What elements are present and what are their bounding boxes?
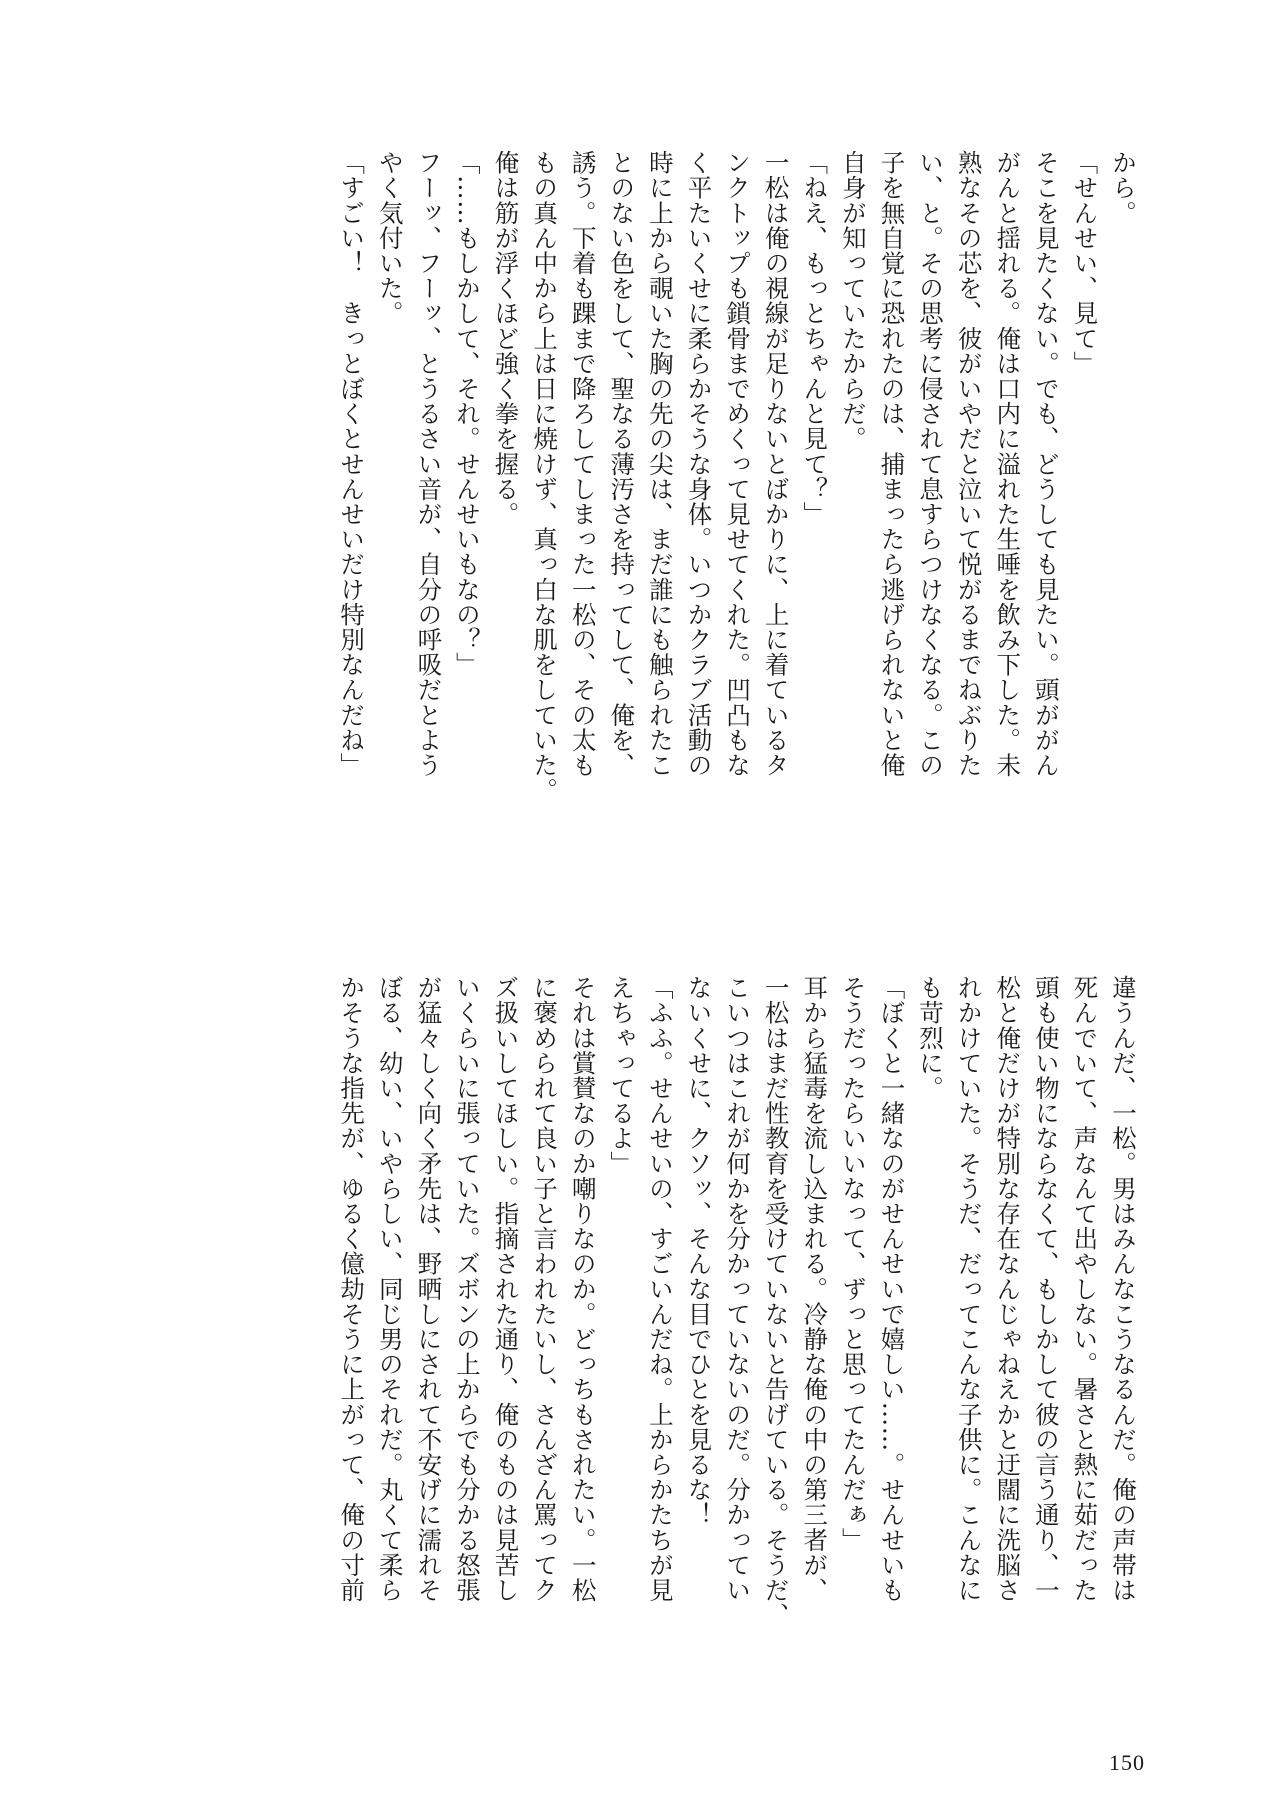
top-text-column: 「ねえ、もっとちゃんと見て？」 (800, 150, 830, 527)
top-text-column: く平たいくせに柔らかそうな身体。いつかクラブ活動の (684, 150, 714, 778)
bottom-text-column: こいつはこれが何かを分かっていないのだ。分かってい (723, 975, 753, 1603)
bottom-text-column: それは賞賛なのか嘲りなのか。どっちもされたい。一松 (568, 975, 598, 1603)
top-text-column: 一松は俺の視線が足りないとばかりに、上に着ているタ (761, 150, 791, 778)
top-text-column: 子を無自覚に恐れたのは、捕まったら逃げられないと俺 (877, 150, 907, 778)
bottom-text-column: 死んでいて、声なんて出やしない。暑さと熱に茹だった (1070, 975, 1100, 1603)
text-block-lower (232, 975, 1142, 1695)
top-text-column: から。 (1109, 150, 1138, 226)
top-text-column: フーッ、フーッ、とうるさい音が、自分の呼吸だとよう (414, 150, 444, 778)
page-number: 150 (1109, 1750, 1145, 1775)
bottom-text-column: えちゃってるよ」 (607, 975, 637, 1176)
bottom-text-column: 違うんだ、一松。男はみんなこうなるんだ。俺の声帯は (1109, 975, 1138, 1603)
bottom-text-column: ないくせに、クソッ、そんな目でひとを見るな！ (684, 975, 714, 1528)
top-text-column: がんと揺れる。俺は口内に溢れた生唾を飲み下した。未 (993, 150, 1023, 778)
top-text-column: 「せんせい、見て」 (1070, 150, 1100, 376)
top-text-column: 時に上から覗いた胸の先の尖は、まだ誰にも触られたこ (645, 150, 675, 778)
bottom-text-column: 松と俺だけが特別な存在なんじゃねえかと迂闊に洗脳さ (993, 975, 1023, 1603)
bottom-text-column: 「ふふ。せんせいの、すごいんだね。上からかたちが見 (645, 975, 675, 1603)
bottom-text-column: 耳から猛毒を流し込まれる。冷静な俺の中の第三者が、 (800, 975, 830, 1603)
bottom-text-column: れかけていた。そうだ、だってこんな子供に。こんなに (954, 975, 984, 1603)
bottom-text-column: が猛々しく向く矛先は、野晒しにされて不安げに濡れそ (414, 975, 444, 1603)
bottom-text-column: ズ扱いしてほしい。指摘された通り、俺のものは見苦し (491, 975, 521, 1603)
bottom-text-column: そうだったらいいなって、ずっと思ってたんだぁ」 (838, 975, 868, 1553)
bottom-text-column: 一松はまだ性教育を受けていないと告げている。そうだ、 (761, 975, 791, 1628)
top-text-column: い、と。その思考に侵されて息すらつけなくなる。この (916, 150, 946, 778)
bottom-text-column: 頭も使い物にならなくて、もしかして彼の言う通り、一 (1031, 975, 1061, 1603)
top-text-column: 「……もしかして、それ。せんせいもなの？」 (452, 150, 482, 678)
bottom-text-column: も苛烈に。 (916, 975, 946, 1101)
top-text-column: 俺は筋が浮くほど強く拳を握る。 (491, 150, 521, 527)
bottom-text-column: 「ぼくと一緒なのがせんせいで嬉しい……。せんせいも (877, 975, 907, 1603)
bottom-text-column: かそうな指先が、ゆるく億劫そうに上がって、俺の寸前 (337, 975, 367, 1603)
bottom-text-column: に褒められて良い子と言われたいし、さんざん罵ってク (530, 975, 560, 1603)
top-text-column: ンクトップも鎖骨までめくって見せてくれた。凹凸もな (723, 150, 753, 778)
bottom-text-column: いくらいに張っていた。ズボンの上からでも分かる怒張 (452, 975, 482, 1603)
text-block-upper (232, 150, 1142, 870)
top-text-column: 自身が知っていたからだ。 (838, 150, 868, 452)
top-text-column: とのない色をして、聖なる薄汚さを持ってして、俺を、 (607, 150, 637, 778)
top-text-column: やく気付いた。 (375, 150, 405, 326)
top-text-column: 「すごい！ きっとぼくとせんせいだけ特別なんだね」 (337, 150, 367, 778)
top-text-column: 熟なその芯を、彼がいやだと泣いて悦がるまでねぶりた (954, 150, 984, 778)
bottom-text-column: ぼる、幼い、いやらしい、同じ男のそれだ。丸くて柔ら (375, 975, 405, 1603)
top-text-column: 誘う。下着も踝まで降ろしてしまった一松の、その太も (568, 150, 598, 778)
top-text-column: もの真ん中から上は日に焼けず、真っ白な肌をしていた。 (530, 150, 560, 803)
top-text-column: そこを見たくない。でも、どうしても見たい。頭ががん (1031, 150, 1061, 778)
